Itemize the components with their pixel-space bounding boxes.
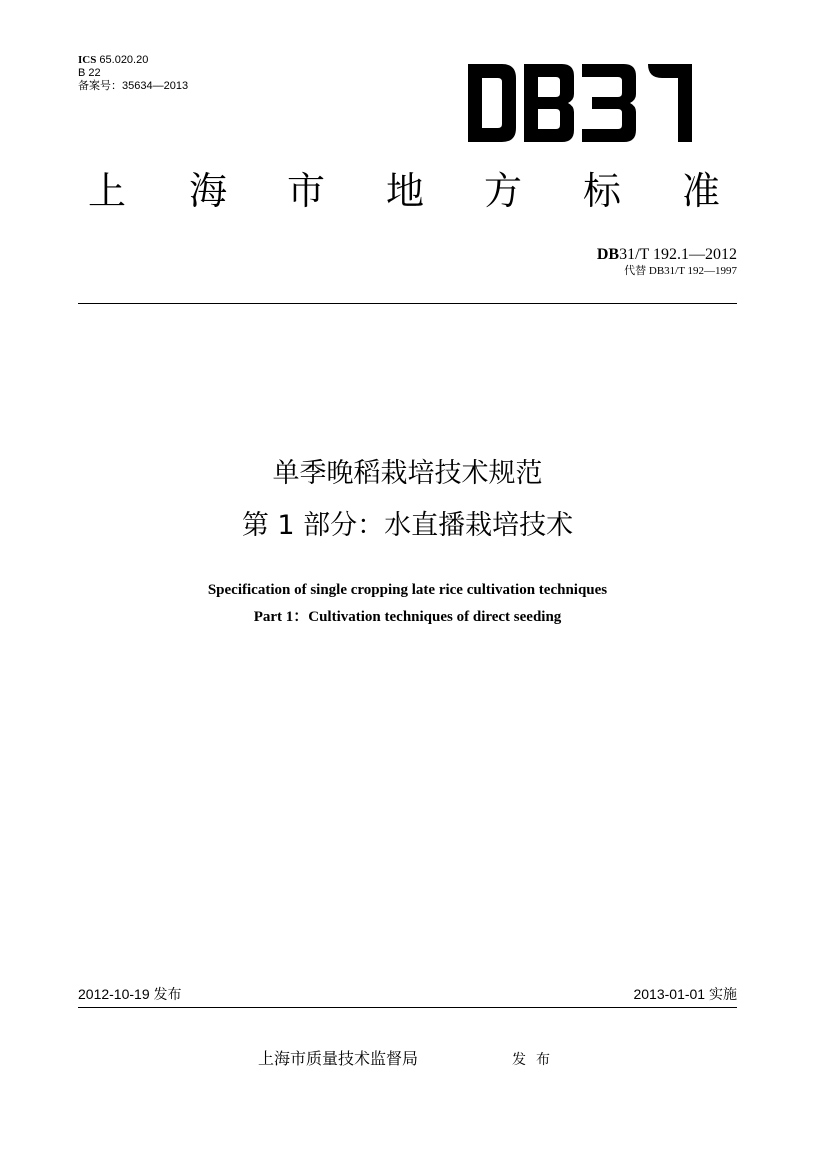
standard-type-char: 海 bbox=[189, 169, 228, 213]
record-number: 备案号：35634—2013 bbox=[78, 80, 189, 92]
standard-type-char: 准 bbox=[682, 169, 721, 213]
header-divider bbox=[78, 303, 737, 304]
ccs-line: B 22 bbox=[78, 67, 101, 79]
ics-value: 65.020.20 bbox=[99, 54, 149, 66]
issuing-authority: 上海市质量技术监督局 bbox=[258, 1049, 419, 1068]
replaced-standard: 代替 DB31/T 192—1997 bbox=[624, 265, 737, 277]
effective-date: 2013-01-01 实施 bbox=[633, 986, 737, 1002]
standard-type-char: 市 bbox=[287, 169, 326, 213]
standard-type-char: 方 bbox=[484, 169, 523, 213]
standard-type-char: 地 bbox=[386, 169, 425, 213]
title-en-line1: Specification of single cropping late rice cultivation techniques bbox=[207, 582, 608, 598]
title-en-line2: Part 1：Cultivation techniques of direct seeding bbox=[253, 609, 562, 625]
standard-code-prefix: DB bbox=[596, 246, 620, 263]
standard-type-char: 标 bbox=[583, 169, 622, 213]
standard-code bbox=[597, 246, 737, 264]
db31-logo-graphic bbox=[468, 64, 692, 142]
footer-divider bbox=[78, 1007, 737, 1008]
standard-type-char: 上 bbox=[88, 169, 127, 213]
title-cn-line2: 第 1 部分：水直播栽培技术 bbox=[241, 510, 574, 541]
standard-code-number: 31/T 192.1—2012 bbox=[619, 246, 737, 263]
title-cn-line1: 单季晚稻栽培技术规范 bbox=[272, 458, 543, 489]
db31-logo bbox=[468, 64, 692, 142]
issue-action: 发布 bbox=[512, 1052, 560, 1068]
standard-type-heading bbox=[80, 168, 740, 218]
ics-line bbox=[78, 54, 188, 67]
classification-block bbox=[78, 54, 188, 93]
ics-label: ICS bbox=[78, 54, 97, 66]
issue-date: 2012-10-19 发布 bbox=[78, 986, 182, 1002]
standard-code-block bbox=[597, 246, 737, 278]
